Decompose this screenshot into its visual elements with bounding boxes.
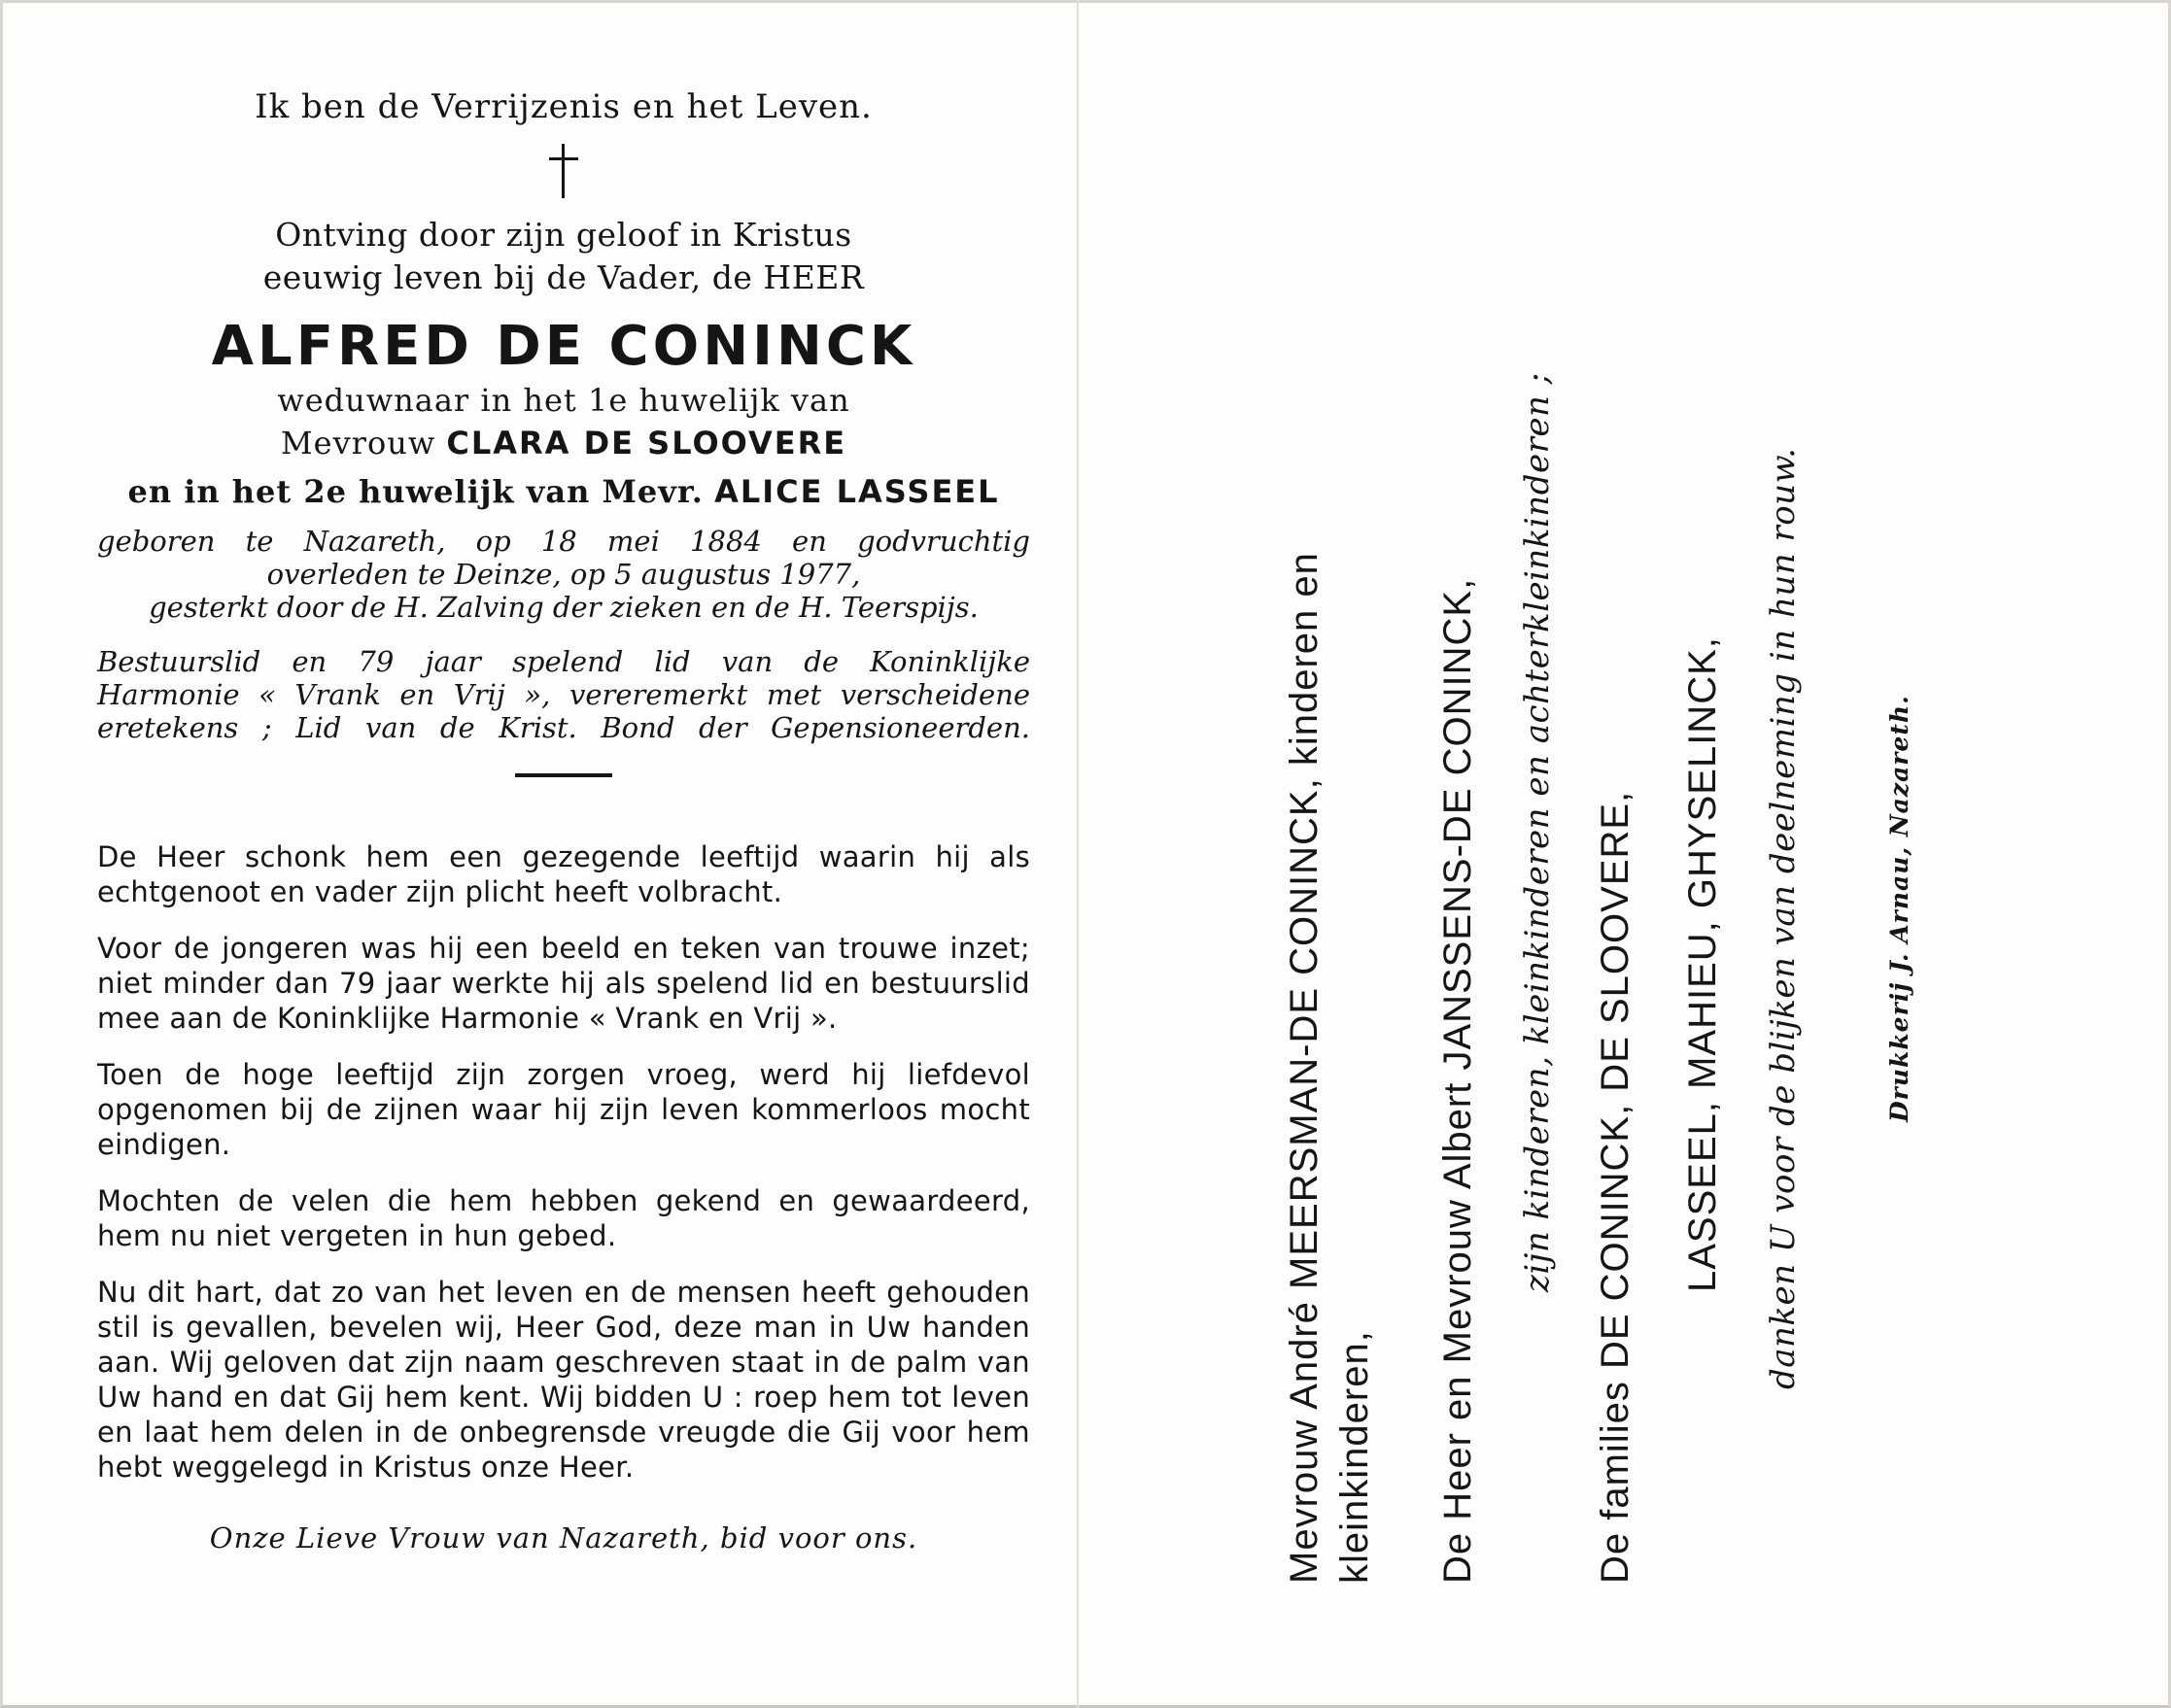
spouse-1-prefix: Mevrouw xyxy=(280,425,436,461)
spouse-2-name: ALICE LASSEEL xyxy=(714,473,1000,510)
spouse-1-name: CLARA DE SLOOVERE xyxy=(446,425,847,461)
birth-line-2: overleden te Deinze, op 5 augustus 1977, xyxy=(266,558,861,591)
family-line-4: De families DE CONINCK, DE SLOOVERE, xyxy=(1594,790,1637,1584)
bio-line-2: Harmonie « Vrank en Vrij », vereremerkt met verscheidene xyxy=(97,678,1030,711)
bio-line-3: eretekens ; Lid van de Krist. Bond der Gepensioneerden. xyxy=(97,711,1030,744)
paragraph-3: Toen de hoge leeftijd zijn zorgen vroeg, werd hij liefdevol opgenomen bij de zijnen waar hij zijn leven kommerloos mocht eindigen. xyxy=(97,1058,1030,1161)
intro-line-1: Ontving door zijn geloof in Kristus xyxy=(275,216,852,254)
paragraph-2: Voor de jongeren was hij een beeld en teken van trouwe inzet; niet minder dan 79 jaar werkte hij als spelend lid en bestuurslid mee aan de Koninklijke Harmonie « Vrank en Vrij ». xyxy=(97,932,1030,1035)
family-line-1a: Mevrouw André MEERSMAN-DE CONINCK, kinderen en xyxy=(1283,552,1326,1584)
birth-line-3: gesterkt door de H. Zalving der zieken en de H. Teerspijs. xyxy=(149,591,979,624)
paragraph-5: Nu dit hart, dat zo van het leven en de mensen heeft gehouden stil is gevallen, bevelen wij, Heer God, deze man in Uw handen aan. Wij geloven dat zijn naam geschreven staat in de palm van Uw hand en dat Gij hem kent. Wij bidden U : roep hem tot leven en laat hem delen in de onbegrensde vreugde die Gij voor hem hebt weggelegd in Kristus onze Heer. xyxy=(97,1276,1030,1484)
bio-line-1: Bestuurslid en 79 jaar spelend lid van de Koninklijke xyxy=(97,645,1030,678)
spouse-1-line xyxy=(97,422,1030,464)
marriage-line-2 xyxy=(97,470,1030,513)
marriage-2-prefix: en in het 2e huwelijk van Mevr. xyxy=(127,473,704,510)
divider-rule xyxy=(515,773,612,777)
family-line-1b: kleinkinderen, xyxy=(1333,1330,1376,1584)
marriage-line-1: weduwnaar in het 1e huwelijk van xyxy=(277,382,850,419)
family-line-5: LASSEEL, MAHIEU, GHYSELINCK, xyxy=(1681,636,1724,1292)
thanks-line: danken U voor de blijken van deelneming in hun rouw. xyxy=(1764,447,1803,1389)
card-fold-line xyxy=(1077,0,1079,1708)
intro-line-2: eeuwig leven bij de Vader, de HEER xyxy=(262,258,865,296)
closing-prayer: Onze Lieve Vrouw van Nazareth, bid voor ons. xyxy=(209,1521,918,1554)
motto: Ik ben de Verrijzenis en het Leven. xyxy=(255,87,873,126)
deceased-name: ALFRED DE CONINCK xyxy=(211,315,916,378)
left-panel xyxy=(97,68,1030,1554)
family-line-2: De Heer en Mevrouw Albert JANSSENS-DE CONINCK, xyxy=(1436,577,1479,1584)
birth-line-1: geboren te Nazareth, op 18 mei 1884 en godvruchtig xyxy=(97,525,1030,558)
paragraph-4: Mochten de velen die hem hebben gekend en gewaardeerd, hem nu niet vergeten in hun gebed. xyxy=(97,1184,1030,1252)
printer-credit: Drukkerij J. Arnau, Nazareth. xyxy=(1885,695,1913,1122)
paragraph-1: De Heer schonk hem een gezegende leeftijd waarin hij als echtgenoot en vader zijn plicht heeft volbracht. xyxy=(97,840,1030,908)
cross-icon xyxy=(549,144,578,198)
right-panel xyxy=(1263,301,2060,1584)
family-line-3: zijn kinderen, kleinkinderen en achterkleinkinderen ; xyxy=(1518,372,1557,1292)
